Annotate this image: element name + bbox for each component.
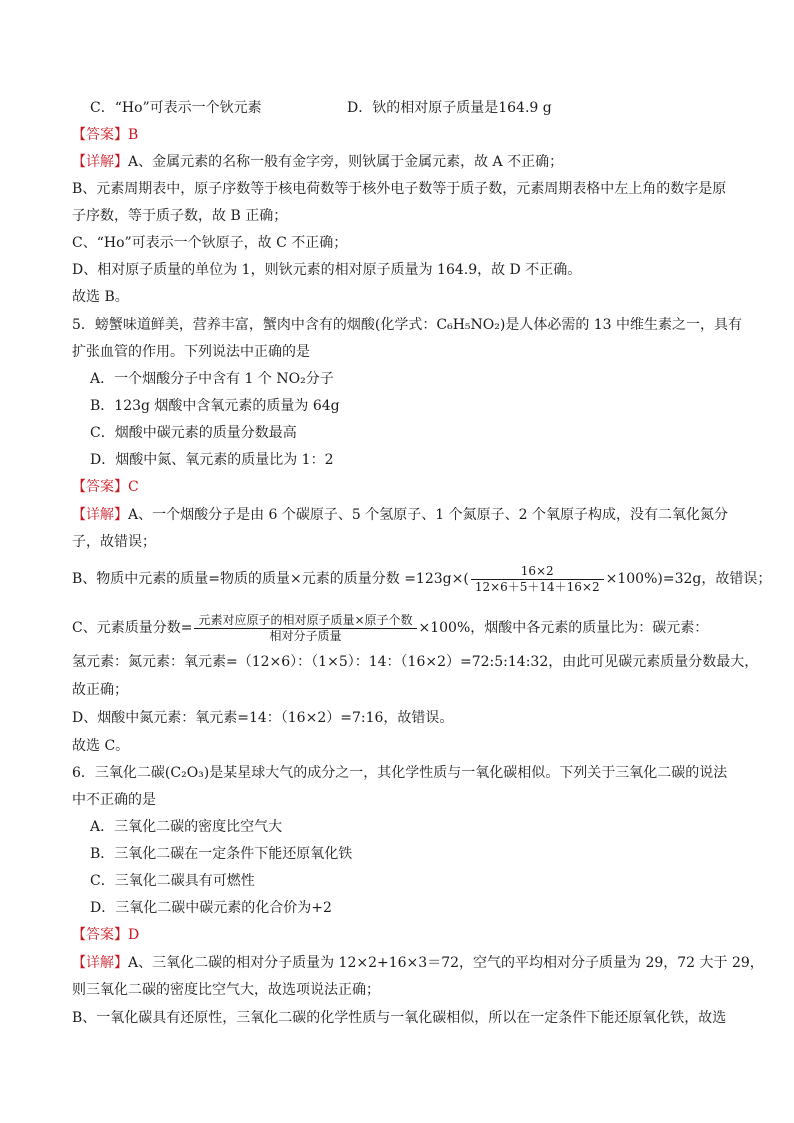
q5-option-a: A．一个烟酸分子中含有 1 个 NO₂分子 (90, 371, 334, 387)
q5-detail-d: D、烟酸中氮元素：氧元素=14：（16×2）=7:16，故错误。 (72, 710, 454, 726)
q6-stem-line1: 6．三氧化二碳(C₂O₃)是某星球大气的成分之一，其化学性质与一氧化碳相似。下列关于三氧化二碳的说法 (72, 765, 728, 781)
q5-conclusion: 故选 C。 (72, 738, 130, 754)
detail-text: A、一个烟酸分子是由 6 个碳原子、5 个氢原子、1 个氮原子、2 个氧原子构成，没有二氧化氮分 (128, 507, 728, 523)
q5-answer (72, 477, 752, 497)
q6-detail-a2: 则三氧化二碳的密度比空气大，故选项说法正确； (72, 982, 380, 998)
q5-detail-c2: 氢元素：氮元素：氧元素=（12×6）：（1×5）：14：（16×2）=72:5:14:32，由此可见碳元素质量分数最大， (72, 654, 759, 670)
answer-value: B (128, 127, 139, 143)
q5-detail-a2: 子，故错误； (72, 534, 156, 550)
q5-stem-line2: 扩张血管的作用。下列说法中正确的是 (72, 344, 310, 360)
fraction (471, 564, 604, 595)
q5-option-d: D．烟酸中氮、氧元素的质量比为 1：2 (90, 452, 334, 468)
q4-detail-c: C、“Ho”可表示一个钬原子，故 C 不正确； (72, 235, 348, 251)
answer-tag: 【答案】 (72, 927, 128, 943)
q6-option-a: A．三氧化二碳的密度比空气大 (90, 819, 283, 835)
q5-detail-c (72, 611, 752, 645)
q4-detail-a (72, 152, 752, 172)
q4-detail-d: D、相对原子质量的单位为 1，则钬元素的相对原子质量为 164.9，故 D 不正确。 (72, 262, 582, 278)
answer-value: D (128, 927, 140, 943)
fraction-denominator: 12×6＋5＋14＋16×2 (474, 579, 600, 594)
detail-text: A、金属元素的名称一般有金字旁，则钬属于金属元素，故 A 不正确； (128, 154, 564, 170)
detail-tag: 【详解】 (72, 507, 128, 523)
q4-option-c: C．“Ho”可表示一个钬元素 (90, 100, 262, 116)
formula-suffix: ×100%)=32g，故错误； (605, 571, 772, 587)
q6-option-d: D．三氧化二碳中碳元素的化合价为+2 (90, 900, 332, 916)
fraction-numerator: 元素对应原子的相对原子质量×原子个数 (194, 613, 416, 629)
q5-option-c: C．烟酸中碳元素的质量分数最高 (90, 425, 297, 441)
detail-tag: 【详解】 (72, 154, 128, 170)
q4-detail-b1: B、元素周期表中，原子序数等于核电荷数等于核外电子数等于质子数，元素周期表格中左上角的数字是原 (72, 181, 727, 197)
q5-option-b: B．123g 烟酸中含氧元素的质量为 64g (90, 398, 340, 414)
q4-conclusion: 故选 B。 (72, 289, 129, 305)
fraction-denominator: 相对分子质量 (269, 628, 342, 643)
q4-answer (72, 125, 752, 145)
q5-detail-c3: 故正确； (72, 682, 128, 698)
detail-text: A、三氧化二碳的相对分子质量为 12×2+16×3＝72，空气的平均相对分子质量为 29，72 大于 29， (128, 955, 764, 971)
q6-option-b: B．三氧化二碳在一定条件下能还原氧化铁 (90, 846, 353, 862)
q6-stem-line2: 中不正确的是 (72, 792, 156, 808)
formula-prefix: C、元素质量分数= (72, 620, 193, 636)
q6-detail-a1 (72, 953, 764, 973)
q5-stem-line1: 5．螃蟹味道鲜美，营养丰富，蟹肉中含有的烟酸(化学式：C₆H₅NO₂)是人体必需的 13 中维生素之一，具有 (72, 317, 743, 333)
q6-option-c: C．三氧化二碳具有可燃性 (90, 873, 255, 889)
detail-tag: 【详解】 (72, 955, 128, 971)
answer-tag: 【答案】 (72, 127, 128, 143)
formula-prefix: B、物质中元素的质量=物质的质量×元素的质量分数 =123g×( (72, 571, 469, 587)
fraction (194, 613, 416, 644)
fraction-numerator: 16×2 (471, 564, 604, 580)
formula-suffix: ×100%，烟酸中各元素的质量比为：碳元素： (418, 620, 709, 636)
q5-detail-a1 (72, 505, 752, 525)
q5-detail-b (72, 562, 772, 596)
answer-tag: 【答案】 (72, 479, 128, 495)
q6-detail-b1: B、一氧化碳具有还原性，三氧化二碳的化学性质与一氧化碳相似，所以在一定条件下能还原氧化铁，故选 (72, 1010, 727, 1026)
answer-value: C (128, 479, 139, 495)
q4-option-d: D．钬的相对原子质量是164.9 g (347, 100, 552, 116)
q6-answer (72, 925, 752, 945)
q4-detail-b2: 子序数，等于质子数，故 B 正确； (72, 208, 288, 224)
